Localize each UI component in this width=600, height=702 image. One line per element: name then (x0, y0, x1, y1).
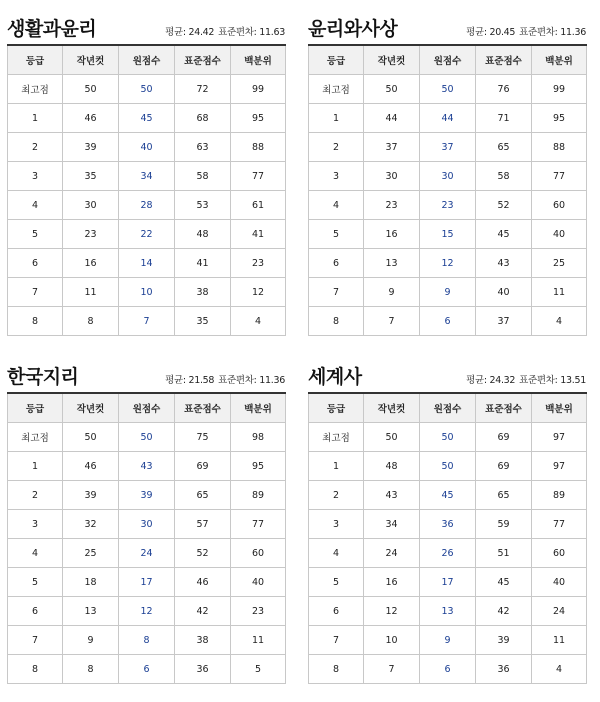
grade-cell: 6 (309, 249, 364, 278)
raw-score-cell: 30 (119, 510, 175, 539)
percentile-cell: 99 (532, 75, 587, 104)
standard-score-cell: 36 (175, 655, 231, 684)
percentile-cell: 23 (231, 597, 286, 626)
table-row (8, 626, 286, 655)
raw-score-cell: 24 (119, 539, 175, 568)
percentile-cell: 12 (231, 278, 286, 307)
standard-score-cell: 76 (476, 75, 532, 104)
percentile-cell: 97 (532, 452, 587, 481)
standard-score-cell: 58 (175, 162, 231, 191)
percentile-cell: 40 (532, 220, 587, 249)
last-year-cut-cell: 16 (63, 249, 119, 278)
table-row (309, 75, 587, 104)
raw-score-cell: 12 (420, 249, 476, 278)
last-year-cut-cell: 24 (364, 539, 420, 568)
standard-score-cell: 69 (476, 452, 532, 481)
last-year-cut-cell: 13 (364, 249, 420, 278)
standard-deviation: 표준편차: 11.36 (218, 375, 285, 386)
mean-score: 평균: 20.45 (466, 27, 516, 38)
standard-deviation: 표준편차: 13.51 (519, 375, 586, 386)
percentile-cell: 25 (532, 249, 587, 278)
table-header-row (309, 393, 587, 423)
subject-panel-ethics-life (7, 14, 285, 327)
table-row (309, 278, 587, 307)
raw-score-cell: 45 (420, 481, 476, 510)
last-year-cut-cell: 30 (364, 162, 420, 191)
percentile-cell: 95 (231, 104, 286, 133)
percentile-cell: 99 (231, 75, 286, 104)
table-row (309, 568, 587, 597)
table-row (309, 307, 587, 336)
grade-cell: 1 (309, 452, 364, 481)
standard-score-cell: 37 (476, 307, 532, 336)
percentile-cell: 97 (532, 423, 587, 452)
standard-score-cell: 42 (175, 597, 231, 626)
percentile-cell: 60 (231, 539, 286, 568)
grade-cell: 2 (8, 481, 63, 510)
grade-cell: 7 (8, 278, 63, 307)
subject-panel-world-history (308, 362, 586, 675)
panel-header (308, 362, 586, 390)
raw-score-cell: 50 (420, 452, 476, 481)
last-year-cut-cell: 12 (364, 597, 420, 626)
standard-score-cell: 59 (476, 510, 532, 539)
grade-cell: 2 (8, 133, 63, 162)
raw-score-cell: 10 (119, 278, 175, 307)
column-header: 작년컷 (63, 45, 119, 75)
percentile-cell: 40 (231, 568, 286, 597)
column-header: 원점수 (119, 45, 175, 75)
raw-score-cell: 30 (420, 162, 476, 191)
grade-cell: 6 (8, 597, 63, 626)
percentile-cell: 23 (231, 249, 286, 278)
raw-score-cell: 40 (119, 133, 175, 162)
column-header: 등급 (309, 45, 364, 75)
standard-score-cell: 36 (476, 655, 532, 684)
raw-score-cell: 36 (420, 510, 476, 539)
standard-score-cell: 41 (175, 249, 231, 278)
table-row (309, 626, 587, 655)
last-year-cut-cell: 48 (364, 452, 420, 481)
last-year-cut-cell: 13 (63, 597, 119, 626)
column-header: 백분위 (532, 45, 587, 75)
grade-cell: 최고점 (8, 423, 63, 452)
table-row (309, 249, 587, 278)
last-year-cut-cell: 11 (63, 278, 119, 307)
table-row (8, 597, 286, 626)
raw-score-cell: 43 (119, 452, 175, 481)
last-year-cut-cell: 50 (364, 75, 420, 104)
standard-score-cell: 52 (476, 191, 532, 220)
grade-cell: 2 (309, 481, 364, 510)
standard-score-cell: 40 (476, 278, 532, 307)
raw-score-cell: 34 (119, 162, 175, 191)
grade-cell: 7 (8, 626, 63, 655)
table-row (309, 481, 587, 510)
standard-score-cell: 38 (175, 626, 231, 655)
grade-cell: 7 (309, 278, 364, 307)
standard-score-cell: 75 (175, 423, 231, 452)
last-year-cut-cell: 37 (364, 133, 420, 162)
table-row (309, 191, 587, 220)
column-header: 백분위 (231, 45, 286, 75)
last-year-cut-cell: 7 (364, 655, 420, 684)
grade-cell: 8 (8, 655, 63, 684)
column-header: 등급 (8, 393, 63, 423)
column-header: 등급 (8, 45, 63, 75)
standard-score-cell: 72 (175, 75, 231, 104)
percentile-cell: 88 (532, 133, 587, 162)
standard-score-cell: 52 (175, 539, 231, 568)
grade-cell: 8 (309, 307, 364, 336)
standard-score-cell: 51 (476, 539, 532, 568)
percentile-cell: 98 (231, 423, 286, 452)
last-year-cut-cell: 46 (63, 104, 119, 133)
last-year-cut-cell: 50 (63, 75, 119, 104)
grade-cut-table (308, 392, 587, 684)
column-header: 표준점수 (476, 45, 532, 75)
last-year-cut-cell: 50 (364, 423, 420, 452)
grade-cell: 5 (309, 568, 364, 597)
raw-score-cell: 14 (119, 249, 175, 278)
percentile-cell: 24 (532, 597, 587, 626)
percentile-cell: 77 (532, 510, 587, 539)
raw-score-cell: 17 (119, 568, 175, 597)
last-year-cut-cell: 16 (364, 568, 420, 597)
grade-cut-table (308, 44, 587, 336)
grade-cell: 2 (309, 133, 364, 162)
grade-cell: 1 (8, 104, 63, 133)
standard-score-cell: 35 (175, 307, 231, 336)
grade-cell: 6 (8, 249, 63, 278)
grade-cell: 3 (309, 510, 364, 539)
table-row (8, 452, 286, 481)
percentile-cell: 4 (532, 307, 587, 336)
percentile-cell: 61 (231, 191, 286, 220)
percentile-cell: 77 (231, 162, 286, 191)
standard-score-cell: 43 (476, 249, 532, 278)
standard-score-cell: 71 (476, 104, 532, 133)
table-row (8, 539, 286, 568)
grade-cell: 4 (8, 191, 63, 220)
column-header: 백분위 (532, 393, 587, 423)
percentile-cell: 4 (532, 655, 587, 684)
table-row (8, 568, 286, 597)
last-year-cut-cell: 23 (63, 220, 119, 249)
score-statistics (165, 372, 285, 386)
mean-score: 평균: 24.42 (165, 27, 215, 38)
percentile-cell: 95 (532, 104, 587, 133)
last-year-cut-cell: 23 (364, 191, 420, 220)
grade-cell: 3 (8, 510, 63, 539)
percentile-cell: 60 (532, 191, 587, 220)
raw-score-cell: 23 (420, 191, 476, 220)
table-header-row (8, 45, 286, 75)
table-row (8, 162, 286, 191)
percentile-cell: 11 (532, 278, 587, 307)
table-row (309, 597, 587, 626)
last-year-cut-cell: 34 (364, 510, 420, 539)
table-row (8, 75, 286, 104)
table-row (309, 539, 587, 568)
grade-cell: 4 (309, 191, 364, 220)
raw-score-cell: 13 (420, 597, 476, 626)
percentile-cell: 89 (532, 481, 587, 510)
percentile-cell: 77 (231, 510, 286, 539)
standard-score-cell: 48 (175, 220, 231, 249)
last-year-cut-cell: 32 (63, 510, 119, 539)
raw-score-cell: 45 (119, 104, 175, 133)
raw-score-cell: 6 (420, 655, 476, 684)
last-year-cut-cell: 8 (63, 307, 119, 336)
table-row (8, 191, 286, 220)
standard-score-cell: 57 (175, 510, 231, 539)
table-header-row (8, 393, 286, 423)
column-header: 원점수 (420, 45, 476, 75)
grade-cell: 4 (8, 539, 63, 568)
standard-score-cell: 42 (476, 597, 532, 626)
table-row (309, 104, 587, 133)
table-row (8, 423, 286, 452)
raw-score-cell: 6 (420, 307, 476, 336)
raw-score-cell: 12 (119, 597, 175, 626)
raw-score-cell: 8 (119, 626, 175, 655)
grade-cell: 1 (309, 104, 364, 133)
raw-score-cell: 9 (420, 626, 476, 655)
percentile-cell: 88 (231, 133, 286, 162)
table-row (8, 307, 286, 336)
mean-score: 평균: 21.58 (165, 375, 215, 386)
grade-cell: 5 (309, 220, 364, 249)
last-year-cut-cell: 44 (364, 104, 420, 133)
table-row (309, 655, 587, 684)
percentile-cell: 5 (231, 655, 286, 684)
standard-score-cell: 65 (476, 133, 532, 162)
last-year-cut-cell: 16 (364, 220, 420, 249)
subject-title: 윤리와사상 (308, 18, 398, 40)
grade-cell: 3 (8, 162, 63, 191)
grade-cell: 6 (309, 597, 364, 626)
mean-score: 평균: 24.32 (466, 375, 516, 386)
raw-score-cell: 39 (119, 481, 175, 510)
raw-score-cell: 50 (119, 75, 175, 104)
grade-cell: 8 (8, 307, 63, 336)
table-row (8, 220, 286, 249)
table-row (309, 162, 587, 191)
last-year-cut-cell: 7 (364, 307, 420, 336)
grade-cell: 8 (309, 655, 364, 684)
table-row (309, 452, 587, 481)
last-year-cut-cell: 10 (364, 626, 420, 655)
raw-score-cell: 7 (119, 307, 175, 336)
raw-score-cell: 44 (420, 104, 476, 133)
last-year-cut-cell: 39 (63, 481, 119, 510)
column-header: 등급 (309, 393, 364, 423)
column-header: 표준점수 (175, 393, 231, 423)
percentile-cell: 11 (532, 626, 587, 655)
standard-score-cell: 39 (476, 626, 532, 655)
raw-score-cell: 22 (119, 220, 175, 249)
score-statistics (466, 24, 586, 38)
last-year-cut-cell: 9 (364, 278, 420, 307)
raw-score-cell: 17 (420, 568, 476, 597)
percentile-cell: 60 (532, 539, 587, 568)
subject-title: 한국지리 (7, 366, 79, 388)
column-header: 표준점수 (476, 393, 532, 423)
table-row (309, 220, 587, 249)
table-row (309, 510, 587, 539)
percentile-cell: 11 (231, 626, 286, 655)
panel-header (7, 14, 285, 42)
percentile-cell: 41 (231, 220, 286, 249)
table-row (8, 481, 286, 510)
last-year-cut-cell: 30 (63, 191, 119, 220)
column-header: 표준점수 (175, 45, 231, 75)
standard-score-cell: 53 (175, 191, 231, 220)
subject-title: 세계사 (308, 366, 362, 388)
subject-panel-ethics-thought (308, 14, 586, 327)
grade-cell: 최고점 (309, 75, 364, 104)
standard-score-cell: 46 (175, 568, 231, 597)
raw-score-cell: 50 (119, 423, 175, 452)
panel-header (308, 14, 586, 42)
raw-score-cell: 9 (420, 278, 476, 307)
grade-cut-table (7, 44, 286, 336)
standard-score-cell: 63 (175, 133, 231, 162)
grade-cell: 4 (309, 539, 364, 568)
last-year-cut-cell: 8 (63, 655, 119, 684)
table-row (8, 278, 286, 307)
table-row (8, 104, 286, 133)
panel-header (7, 362, 285, 390)
score-statistics (165, 24, 285, 38)
subject-panel-korean-geography (7, 362, 285, 675)
raw-score-cell: 50 (420, 75, 476, 104)
standard-score-cell: 45 (476, 568, 532, 597)
last-year-cut-cell: 39 (63, 133, 119, 162)
raw-score-cell: 28 (119, 191, 175, 220)
standard-deviation: 표준편차: 11.36 (519, 27, 586, 38)
column-header: 원점수 (119, 393, 175, 423)
raw-score-cell: 37 (420, 133, 476, 162)
raw-score-cell: 15 (420, 220, 476, 249)
table-row (8, 249, 286, 278)
standard-score-cell: 38 (175, 278, 231, 307)
table-row (8, 510, 286, 539)
column-header: 백분위 (231, 393, 286, 423)
grade-cell: 7 (309, 626, 364, 655)
column-header: 작년컷 (364, 45, 420, 75)
grade-cell: 최고점 (309, 423, 364, 452)
table-row (8, 655, 286, 684)
last-year-cut-cell: 25 (63, 539, 119, 568)
standard-score-cell: 58 (476, 162, 532, 191)
percentile-cell: 40 (532, 568, 587, 597)
column-header: 원점수 (420, 393, 476, 423)
grade-cell: 5 (8, 568, 63, 597)
standard-deviation: 표준편차: 11.63 (218, 27, 285, 38)
column-header: 작년컷 (364, 393, 420, 423)
last-year-cut-cell: 18 (63, 568, 119, 597)
standard-score-cell: 69 (175, 452, 231, 481)
raw-score-cell: 50 (420, 423, 476, 452)
column-header: 작년컷 (63, 393, 119, 423)
grade-cut-table (7, 392, 286, 684)
percentile-cell: 95 (231, 452, 286, 481)
percentile-cell: 4 (231, 307, 286, 336)
table-row (309, 133, 587, 162)
last-year-cut-cell: 43 (364, 481, 420, 510)
last-year-cut-cell: 35 (63, 162, 119, 191)
percentile-cell: 77 (532, 162, 587, 191)
grade-cell: 최고점 (8, 75, 63, 104)
standard-score-cell: 65 (175, 481, 231, 510)
last-year-cut-cell: 46 (63, 452, 119, 481)
standard-score-cell: 45 (476, 220, 532, 249)
subject-title: 생활과윤리 (7, 18, 97, 40)
grade-cell: 3 (309, 162, 364, 191)
grade-cell: 1 (8, 452, 63, 481)
score-statistics (466, 372, 586, 386)
standard-score-cell: 65 (476, 481, 532, 510)
raw-score-cell: 26 (420, 539, 476, 568)
last-year-cut-cell: 50 (63, 423, 119, 452)
table-header-row (309, 45, 587, 75)
percentile-cell: 89 (231, 481, 286, 510)
table-row (8, 133, 286, 162)
standard-score-cell: 68 (175, 104, 231, 133)
raw-score-cell: 6 (119, 655, 175, 684)
grade-cell: 5 (8, 220, 63, 249)
table-row (309, 423, 587, 452)
standard-score-cell: 69 (476, 423, 532, 452)
last-year-cut-cell: 9 (63, 626, 119, 655)
